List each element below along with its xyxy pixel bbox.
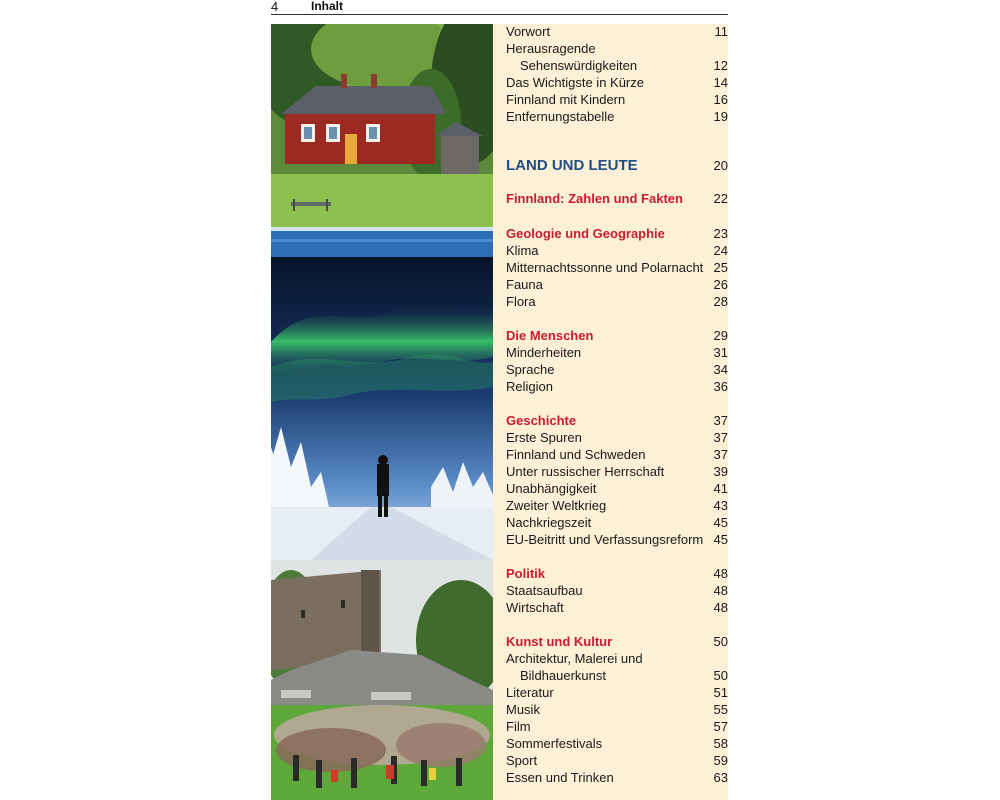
toc-entry-page: 36 — [713, 379, 728, 394]
toc-entry-label: Finnland mit Kindern — [506, 92, 626, 107]
toc-entry — [506, 58, 728, 75]
toc-entry-label: Finnland und Schweden — [506, 447, 646, 462]
toc-entry-page: 19 — [713, 109, 728, 124]
toc-entry-page: 45 — [713, 532, 728, 547]
toc-entry — [506, 651, 728, 668]
toc-entry-page: 16 — [713, 92, 728, 107]
toc-entry-page: 59 — [713, 753, 728, 768]
toc-entry-page: 51 — [713, 685, 728, 700]
toc-entry-label: Geologie und Geographie — [506, 226, 665, 241]
toc-entry — [506, 109, 728, 126]
toc-section-heading — [506, 226, 728, 243]
toc-entry — [506, 498, 728, 515]
toc-entry-label: Sport — [506, 753, 538, 768]
toc-entry-page: 11 — [714, 24, 728, 39]
toc-entry-page: 34 — [713, 362, 728, 377]
toc-entry — [506, 75, 728, 92]
toc-entry-page: 29 — [713, 328, 728, 343]
toc-entry — [506, 685, 728, 702]
toc-entry — [506, 753, 728, 770]
toc-entry-label: Zweiter Weltkrieg — [506, 498, 607, 513]
toc-entry-label: Nachkriegszeit — [506, 515, 592, 530]
toc-entry — [506, 600, 728, 617]
toc-entry-page: 43 — [713, 498, 728, 513]
toc-entry — [506, 243, 728, 260]
toc-entry-page: 48 — [713, 583, 728, 598]
toc-entry-label: Film — [506, 719, 531, 734]
toc-entry-page: 28 — [713, 294, 728, 309]
toc-entry-label: Essen und Trinken — [506, 770, 614, 785]
toc-entry-page: 37 — [713, 430, 728, 445]
toc-entry-page: 45 — [713, 515, 728, 530]
photo-column — [271, 24, 493, 800]
toc-entry — [506, 583, 728, 600]
toc-entry-label: Staatsaufbau — [506, 583, 583, 598]
toc-entry-label: Politik — [506, 566, 546, 581]
toc-entry-page: 50 — [713, 668, 728, 683]
toc-entry — [506, 92, 728, 109]
toc-entry-label: Das Wichtigste in Kürze — [506, 75, 644, 90]
toc-entry-page: 63 — [713, 770, 728, 785]
toc-entry-label: Erste Spuren — [506, 430, 582, 445]
toc-entry-label: Unabhängigkeit — [506, 481, 597, 496]
toc-entry — [506, 770, 728, 787]
toc-entry — [506, 41, 728, 58]
toc-entry-page: 23 — [713, 226, 728, 241]
toc-entry-page: 26 — [713, 277, 728, 292]
toc-entry — [506, 719, 728, 736]
photo-red-cottage — [271, 24, 493, 227]
toc-entry — [506, 532, 728, 549]
toc-entry — [506, 294, 728, 311]
toc-entry — [506, 464, 728, 481]
toc-entry-page: 58 — [713, 736, 728, 751]
toc-entry-page: 48 — [713, 566, 728, 581]
toc-entry-label: Vorwort — [506, 24, 551, 39]
toc-section-heading — [506, 566, 728, 583]
toc-entry-page: 24 — [713, 243, 728, 258]
toc-entry-page: 31 — [713, 345, 728, 360]
toc-entry-label: Klima — [506, 243, 539, 258]
toc-entry-page: 50 — [713, 634, 728, 649]
photo-lake-strip — [271, 227, 493, 257]
toc-entry — [506, 668, 728, 685]
toc-entry — [506, 447, 728, 464]
toc-entry-label: Mitternachtssonne und Polarnacht — [506, 260, 704, 275]
toc-entry-page: 14 — [713, 75, 728, 90]
photo-aurora-winter-road — [271, 257, 493, 560]
toc-entry-label: Religion — [506, 379, 553, 394]
toc-entry-label: Musik — [506, 702, 540, 717]
toc-entry — [506, 702, 728, 719]
toc-entry — [506, 277, 728, 294]
toc-entry — [506, 515, 728, 532]
toc-section-heading — [506, 191, 728, 208]
toc-entry-label: Fauna — [506, 277, 543, 292]
toc-entry — [506, 379, 728, 396]
toc-entry-page: 37 — [713, 413, 728, 428]
toc-entry-label: Flora — [506, 294, 536, 309]
toc-entry-label: Sehenswürdigkeiten — [520, 58, 638, 73]
toc-section-heading — [506, 328, 728, 345]
page-number: 4 — [271, 0, 279, 14]
toc-entry-label: Kunst und Kultur — [506, 634, 613, 649]
page-title: Inhalt — [311, 0, 343, 13]
toc-section-heading — [506, 413, 728, 430]
toc-entry-label: EU-Beitritt und Verfassungsreform — [506, 532, 704, 547]
toc-entry-label: Finnland: Zahlen und Fakten — [506, 191, 683, 206]
toc-entry-label: Wirtschaft — [506, 600, 564, 615]
toc-section-heading — [506, 634, 728, 651]
toc-entry-label: Minderheiten — [506, 345, 582, 360]
toc-entry-label: Sommerfestivals — [506, 736, 603, 751]
toc-entry-label: Unter russischer Herrschaft — [506, 464, 665, 479]
toc-entry — [506, 345, 728, 362]
toc-entry-page: 55 — [713, 702, 728, 717]
toc-entry-label: Sprache — [506, 362, 555, 377]
toc-entry — [506, 260, 728, 277]
toc-entry-page: 39 — [713, 464, 728, 479]
toc-entry-page: 57 — [713, 719, 728, 734]
table-of-contents — [493, 24, 728, 800]
toc-entry-page: 22 — [713, 191, 728, 206]
toc-entry — [506, 481, 728, 498]
toc-entry-page: 37 — [713, 447, 728, 462]
toc-entry — [506, 430, 728, 447]
toc-entry-label: Herausragende — [506, 41, 596, 56]
page-header — [271, 0, 728, 15]
toc-entry-label: Die Menschen — [506, 328, 594, 343]
toc-entry-label: Entfernungstabelle — [506, 109, 615, 124]
toc-entry-label: Architektur, Malerei und — [506, 651, 643, 666]
toc-entry — [506, 24, 728, 41]
toc-entry-page: 48 — [713, 600, 728, 615]
toc-entry-page: 41 — [713, 481, 728, 496]
toc-entry — [506, 362, 728, 379]
toc-entry-page: 25 — [713, 260, 728, 275]
toc-entry-label: Geschichte — [506, 413, 577, 428]
toc-entry-page: 12 — [713, 58, 728, 73]
toc-entry-label: LAND UND LEUTE — [506, 157, 638, 174]
toc-major-heading — [506, 157, 728, 177]
toc-entry-page: 20 — [713, 158, 728, 173]
toc-entry-label: Bildhauerkunst — [520, 668, 606, 683]
toc-entry-label: Literatur — [506, 685, 554, 700]
toc-entry — [506, 736, 728, 753]
photo-castle-festival — [271, 560, 493, 800]
